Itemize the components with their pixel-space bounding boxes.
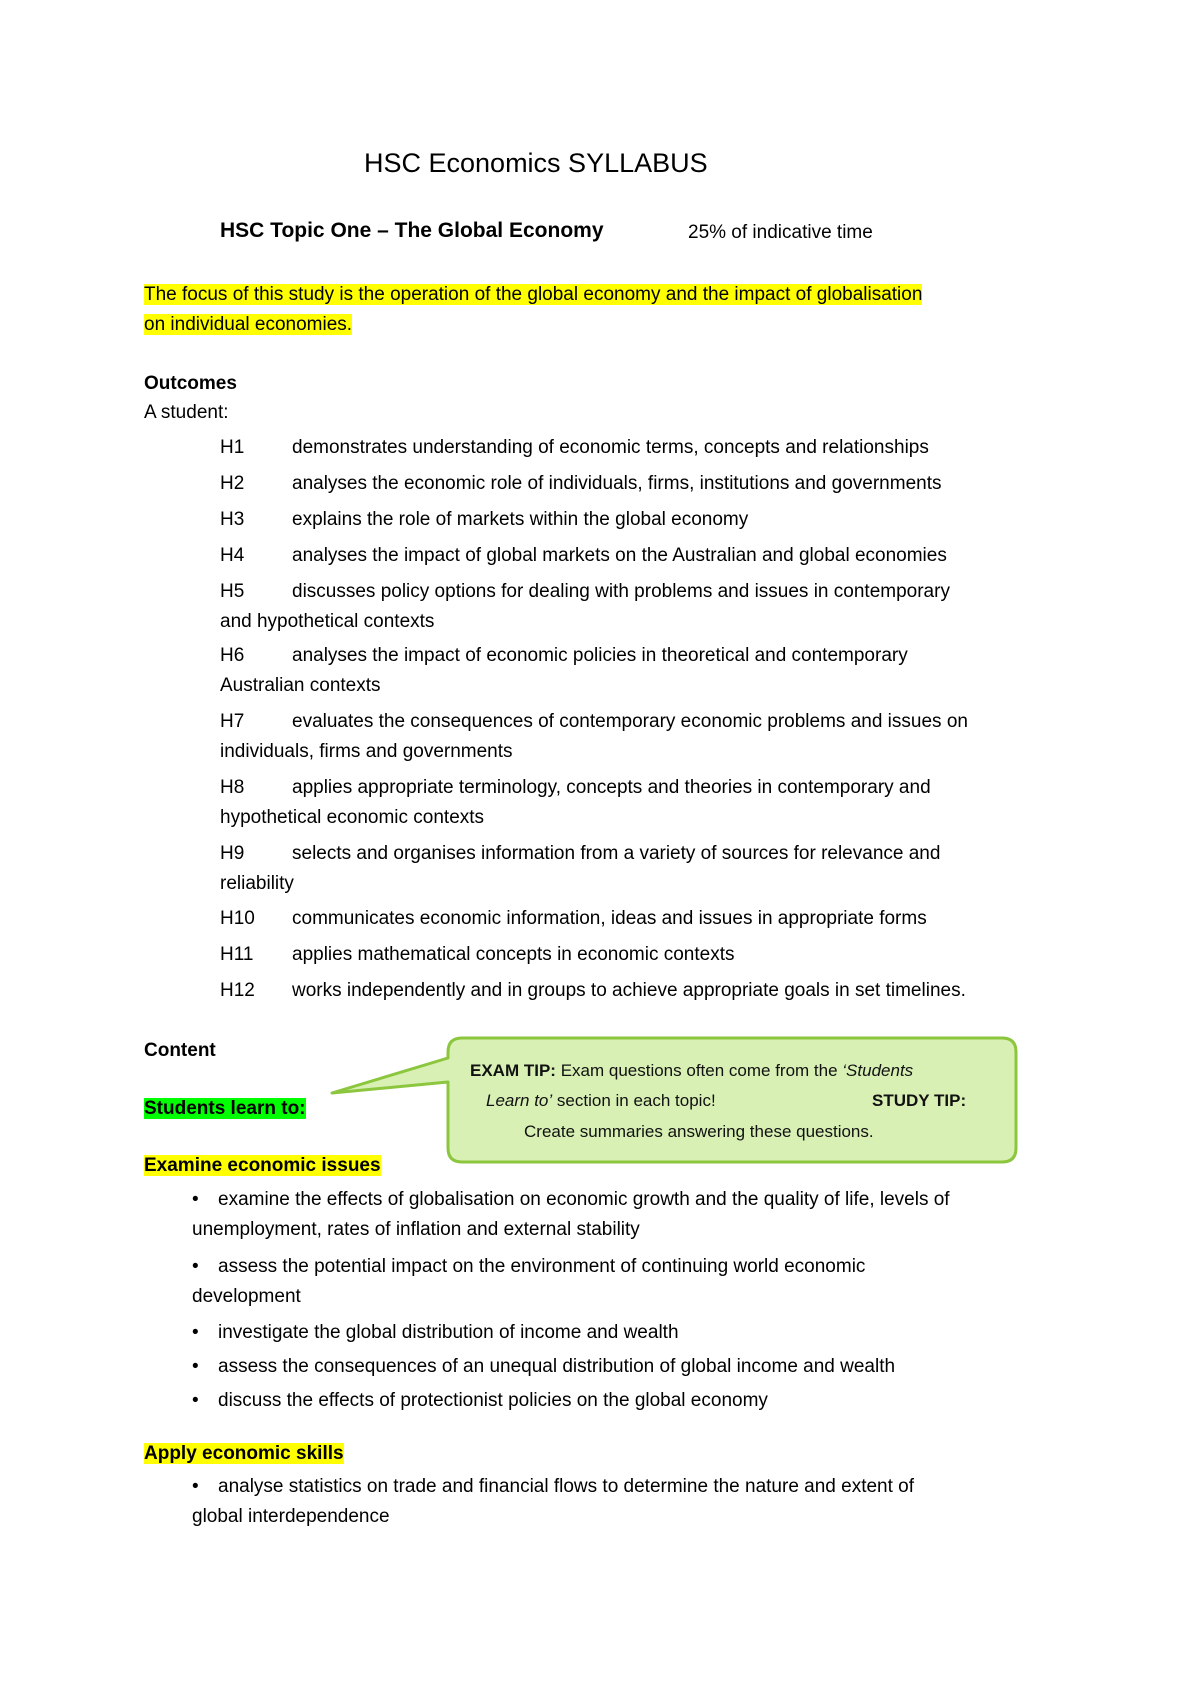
students-learn-text: Students learn to: — [144, 1098, 306, 1119]
outcome-text: explains the role of markets within the global economy — [292, 509, 749, 530]
outcome-code: H12 — [220, 980, 255, 1001]
exam-tip-label: EXAM TIP: — [470, 1061, 556, 1080]
bullet-marker: • — [192, 1189, 199, 1210]
bullet-text-continued: development — [192, 1286, 301, 1307]
topic-time: 25% of indicative time — [688, 222, 873, 243]
section-heading-examine — [144, 1155, 381, 1177]
outcome-code: H5 — [220, 581, 245, 602]
exam-tip-line-1 — [470, 1061, 913, 1081]
outcome-code: H2 — [220, 473, 245, 494]
outcome-text-continued: reliability — [220, 873, 294, 894]
bullet-text: assess the potential impact on the environment of continuing world economic — [218, 1256, 866, 1277]
outcome-text: applies mathematical concepts in economic contexts — [292, 944, 735, 965]
outcomes-heading: Outcomes — [144, 373, 237, 394]
outcomes-intro: A student: — [144, 402, 229, 423]
focus-line-1: The focus of this study is the operation of the global economy and the impact of globalisation — [144, 284, 923, 305]
outcome-text: works independently and in groups to achieve appropriate goals in set timelines. — [292, 980, 966, 1001]
outcome-text: evaluates the consequences of contemporary economic problems and issues on — [292, 711, 968, 732]
bullet-text-continued: unemployment, rates of inflation and external stability — [192, 1219, 640, 1240]
bullet-text: analyse statistics on trade and financial flows to determine the nature and extent of — [218, 1476, 915, 1497]
outcome-code: H4 — [220, 545, 245, 566]
outcome-code: H11 — [220, 944, 254, 965]
bullet-text: assess the consequences of an unequal distribution of global income and wealth — [218, 1356, 896, 1377]
outcome-text: analyses the impact of global markets on the Australian and global economies — [292, 545, 947, 566]
study-tip-label-text: STUDY TIP: — [872, 1091, 967, 1110]
focus-line-2: on individual economies. — [144, 314, 353, 335]
bullet-text: examine the effects of globalisation on economic growth and the quality of life, levels of — [218, 1189, 950, 1210]
study-tip-text: Create summaries answering these questions. — [524, 1122, 874, 1141]
outcome-text: selects and organises information from a variety of sources for relevance and — [292, 843, 941, 864]
outcome-text: communicates economic information, ideas and issues in appropriate forms — [292, 908, 927, 929]
exam-tip-text: Exam questions often come from the — [560, 1061, 838, 1080]
outcome-text: demonstrates understanding of economic terms, concepts and relationships — [292, 437, 929, 458]
outcome-text: analyses the impact of economic policies in theoretical and contemporary — [292, 645, 908, 666]
document-title: HSC Economics SYLLABUS — [364, 148, 708, 178]
outcome-text: analyses the economic role of individuals, firms, institutions and governments — [292, 473, 942, 494]
exam-tip-quote-1: ‘Students — [842, 1061, 914, 1080]
outcome-text-continued: hypothetical economic contexts — [220, 807, 485, 828]
outcome-text-continued: individuals, firms and governments — [220, 741, 513, 762]
outcome-code: H7 — [220, 711, 245, 732]
outcome-code: H8 — [220, 777, 245, 798]
bullet-marker: • — [192, 1356, 199, 1377]
outcome-text-continued: and hypothetical contexts — [220, 611, 435, 632]
bullet-marker: • — [192, 1256, 199, 1277]
outcome-code: H1 — [220, 437, 245, 458]
outcome-text: applies appropriate terminology, concepts and theories in contemporary and — [292, 777, 931, 798]
study-tip-label — [872, 1091, 966, 1111]
topic-title: HSC Topic One – The Global Economy — [220, 219, 604, 242]
exam-tip-line-2 — [486, 1091, 716, 1111]
bullet-marker: • — [192, 1476, 199, 1497]
exam-tip-rest: section in each topic! — [556, 1091, 716, 1110]
outcome-text-continued: Australian contexts — [220, 675, 381, 696]
outcome-code: H6 — [220, 645, 245, 666]
bullet-text: investigate the global distribution of income and wealth — [218, 1322, 679, 1343]
bullet-text: discuss the effects of protectionist policies on the global economy — [218, 1390, 768, 1411]
outcome-code: H10 — [220, 908, 255, 929]
outcome-text: discusses policy options for dealing with problems and issues in contemporary — [292, 581, 950, 602]
section-heading-examine-text: Examine economic issues — [144, 1155, 381, 1176]
outcome-code: H9 — [220, 843, 245, 864]
section-heading-apply — [144, 1443, 344, 1465]
section-heading-apply-text: Apply economic skills — [144, 1443, 344, 1464]
bullet-marker: • — [192, 1390, 199, 1411]
outcome-code: H3 — [220, 509, 245, 530]
bullet-text-continued: global interdependence — [192, 1506, 390, 1527]
exam-tip-quote-2: Learn to’ — [486, 1091, 553, 1110]
bullet-marker: • — [192, 1322, 199, 1343]
content-heading: Content — [144, 1040, 216, 1061]
